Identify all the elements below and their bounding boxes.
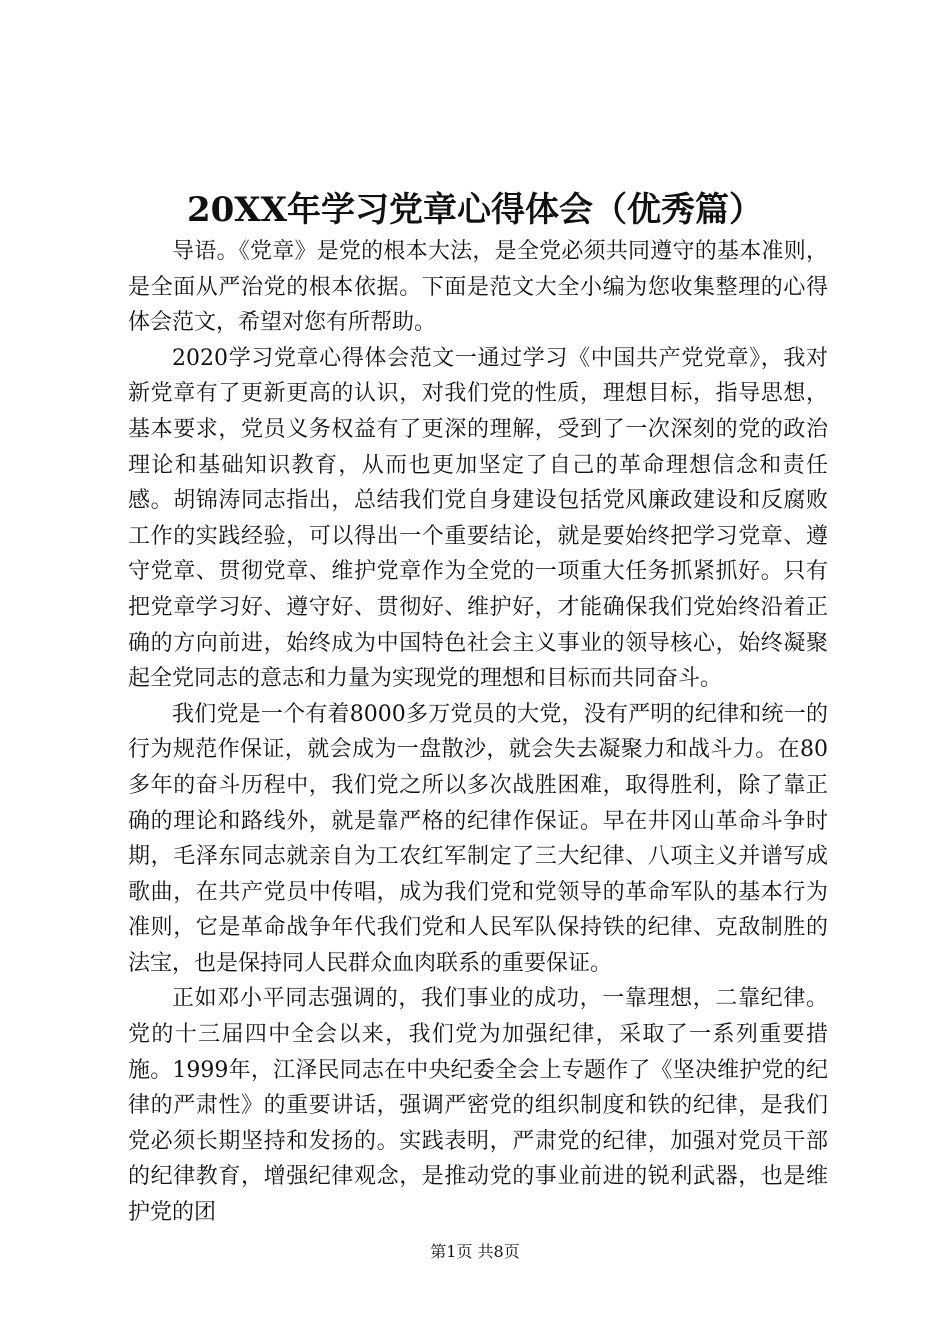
paragraph-essay-one: 2020学习党章心得体会范文一通过学习《中国共产党党章》，我对新党章有了更新更高的认识，对我们党的性质，理想目标，指导思想，基本要求，党员义务权益有了更深的理解，受到了一次深刻的党的政治理论和基础知识教育，从而也更加坚定了自己的革命理想信念和责任感。胡锦涛同志指出，总结我们党自身建设包括党风廉政建设和反腐败工作的实践经验，可以得出一个重要结论，就是要始终把学习党章、遵守党章、贯彻党章、维护党章作为全党的一项重大任务抓紧抓好。只有把党章学习好、遵守好、贯彻好、维护好，才能确保我们党始终沿着正确的方向前进，始终成为中国特色社会主义事业的领导核心，始终凝聚起全党同志的意志和力量为实现党的理想和目标而共同奋斗。 bbox=[128, 345, 828, 692]
document-body bbox=[128, 234, 828, 1231]
paragraph-intro: 导语。《党章》是党的根本大法，是全党必须共同遵守的基本准则，是全面从严治党的根本依据。下面是范文大全小编为您收集整理的心得体会范文，希望对您有所帮助。 bbox=[128, 239, 828, 336]
paragraph-discipline: 我们党是一个有着8000多万党员的大党，没有严明的纪律和统一的行为规范作保证，就会成为一盘散沙，就会失去凝聚力和战斗力。在80多年的奋斗历程中，我们党之所以多次战胜困难，取得胜利，除了靠正确的理论和路线外，就是靠严格的纪律作保证。早在井冈山革命斗争时期，毛泽东同志就亲自为工农红军制定了三大纪律、八项主义并谱写成歌曲，在共产党员中传唱，成为我们党和党领导的革命军队的基本行为准则，它是革命战争年代我们党和人民军队保持铁的纪律、克敌制胜的法宝，也是保持同人民群众血肉联系的重要保证。 bbox=[128, 701, 828, 976]
page-number-footer: 第1页 共8页 bbox=[430, 1242, 520, 1261]
paragraph-deng-xiaoping: 正如邓小平同志强调的，我们事业的成功，一靠理想，二靠纪律。党的十三届四中全会以来，我们党为加强纪律，采取了一系列重要措施。1999年，江泽民同志在中央纪委全会上专题作了《坚决维护党的纪律的严肃性》的重要讲话，强调严密党的组织制度和铁的纪律，是我们党必须长期坚持和发扬的。实践表明，严肃党的纪律，加强对党员干部的纪律教育，增强纪律观念，是推动党的事业前进的锐利武器，也是维护党的团 bbox=[128, 986, 828, 1226]
document-title: 20XX年学习党章心得体会（优秀篇） bbox=[186, 190, 764, 230]
